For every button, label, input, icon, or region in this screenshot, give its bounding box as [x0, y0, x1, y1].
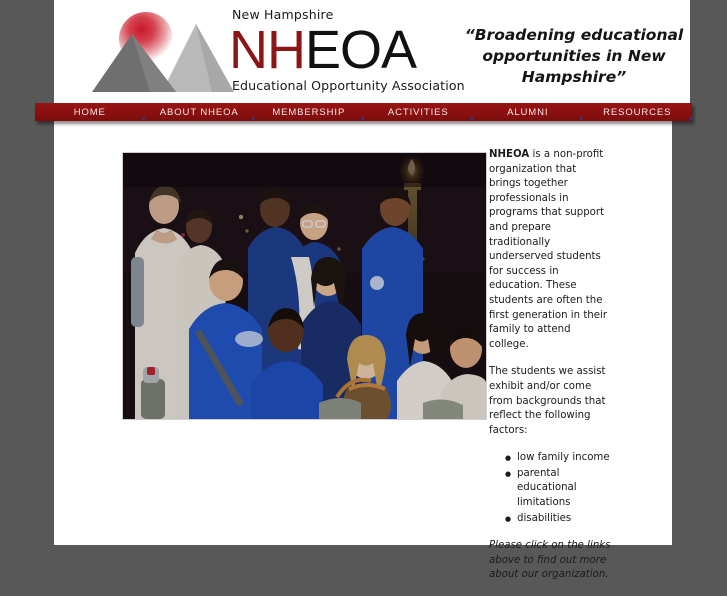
factors-list — [489, 451, 611, 526]
site-logo[interactable] — [84, 6, 504, 98]
nav-item-label: ABOUT NHEOA — [159, 106, 239, 118]
students-group-photo-image — [123, 153, 486, 419]
intro-copy — [489, 148, 611, 596]
intro-paragraph-rest: is a non-profit organization that brings together professionals in programs that support and prepare traditionally underserved students for success in education. These students are often the first generation in their family to attend college. — [489, 149, 608, 350]
nav-item-resources[interactable] — [583, 106, 694, 123]
org-acronym-lead: NHEOA — [489, 149, 530, 160]
nav-item-membership[interactable] — [254, 106, 366, 123]
factors-intro-paragraph: The students we assist exhibit and/or come from backgrounds that reflect the following factors: — [489, 366, 606, 436]
logo-acronym-nh: NH — [229, 20, 305, 80]
primary-navigation — [35, 103, 692, 121]
nav-item-label: ACTIVITIES — [387, 106, 449, 118]
logo-acronym-eoa: EOA — [305, 20, 417, 80]
mountains-with-red-sun-logo-icon — [84, 6, 234, 92]
students-group-photo — [122, 152, 487, 420]
logo-line-bottom: Educational Opportunity Association — [232, 78, 465, 93]
nav-separator-icon: ▾ — [251, 115, 256, 123]
nav-separator-icon: ▾ — [141, 115, 147, 123]
nav-item-activities[interactable] — [364, 106, 475, 123]
closing-note: Please click on the links above to find out more about our organization. — [489, 540, 611, 581]
nav-separator-icon: ▾ — [689, 115, 694, 123]
nav-item-label: MEMBERSHIP — [272, 106, 346, 118]
logo-line-top: New Hampshire — [232, 7, 334, 22]
nav-item-alumni[interactable] — [473, 106, 585, 123]
list-item: ● parental educational limitations — [517, 467, 611, 511]
intro-paragraph — [489, 148, 611, 352]
nav-separator-icon: ▾ — [470, 115, 475, 123]
nav-separator-icon: ▾ — [360, 115, 366, 123]
nav-item-label: HOME — [73, 106, 106, 118]
site-tagline: “Broadening educational opportunities in New Hampshire” — [464, 26, 684, 86]
main-content — [54, 121, 672, 581]
nav-item-label: RESOURCES — [603, 106, 672, 118]
nav-item-about-nheoa[interactable] — [145, 106, 256, 123]
list-item: ● disabilities — [517, 512, 611, 527]
site-header — [54, 0, 690, 104]
nav-item-label: ALUMNI — [507, 106, 549, 118]
list-item: ● low family income — [517, 451, 611, 466]
nav-item-home[interactable] — [35, 106, 147, 123]
nav-separator-icon: ▾ — [579, 115, 585, 123]
